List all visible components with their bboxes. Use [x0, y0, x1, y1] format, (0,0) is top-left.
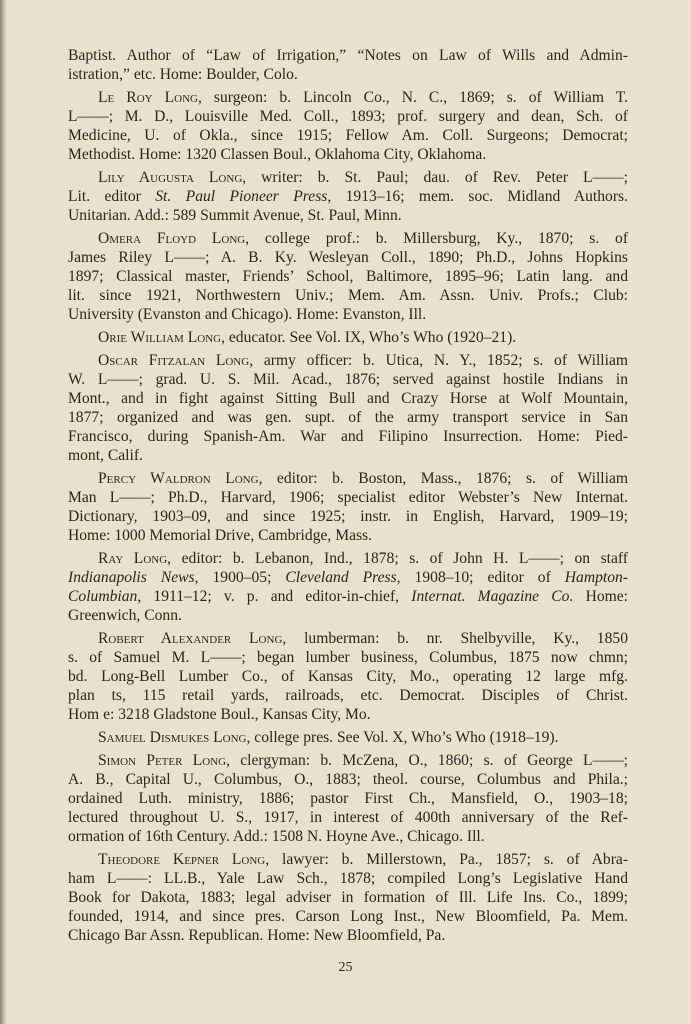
text-run: , editor: b. Lebanon, Ind., 1878; s. of John H. L——; on staff	[167, 550, 628, 567]
text-run: , 1911–12; v. p. and editor-in-chief,	[137, 588, 412, 605]
italic-title: Cleveland Press	[285, 569, 397, 586]
text-run: Greenwich, Conn.	[68, 607, 182, 624]
text-run: , writer: b. St. Paul; dau. of Rev. Peter L——;	[242, 169, 628, 186]
text-line	[68, 145, 628, 164]
text-line	[68, 587, 628, 606]
text-line	[68, 370, 628, 389]
text-run: Hom e: 3218 Gladstone Boul., Kansas City, Mo.	[68, 706, 371, 723]
text-line	[68, 328, 628, 347]
italic-title: Hampton-	[564, 569, 629, 586]
page-text-column	[68, 46, 628, 949]
text-line	[68, 888, 628, 907]
text-line	[68, 206, 628, 225]
text-line	[68, 65, 628, 84]
text-line	[68, 187, 628, 206]
page-number: 25	[338, 960, 353, 975]
text-line	[68, 667, 628, 686]
text-line	[68, 850, 628, 869]
text-run: Baptist. Author of “Law of Irrigation,” “Notes on Law of Wills and Admin-	[68, 47, 628, 64]
continued-entry	[68, 46, 628, 84]
person-name: Samuel Dismukes Long	[98, 729, 247, 746]
text-line	[68, 126, 628, 145]
text-run: , army officer: b. Utica, N. Y., 1852; s. of William	[249, 352, 628, 369]
text-line	[68, 770, 628, 789]
text-run: ordained Luth. ministry, 1886; pastor First Ch., Mansfield, O., 1903–18;	[68, 790, 628, 807]
text-line	[68, 827, 628, 846]
text-run: W. L——; grad. U. S. Mil. Acad., 1876; served against hostile Indians in	[68, 371, 628, 388]
biography-entry	[68, 328, 628, 347]
biography-entry	[68, 549, 628, 625]
person-name: Omera Floyd Long	[98, 230, 246, 247]
text-line	[68, 549, 628, 568]
text-run: ormation of 16th Century. Add.: 1508 N. Hoyne Ave., Chicago. Ill.	[68, 828, 485, 845]
text-line	[68, 408, 628, 427]
text-line	[68, 507, 628, 526]
person-name: Ray Long	[98, 550, 168, 567]
text-run: A. B., Capital U., Columbus, O., 1883; theol. course, Columbus and Phila.;	[68, 771, 628, 788]
person-name: Orie William Long	[98, 329, 222, 346]
page-edge-shadow	[0, 0, 7, 1024]
biography-entry	[68, 88, 628, 164]
text-run: Francisco, during Spanish-Am. War and Filipino Insurrection. Home: Pied-	[68, 428, 628, 445]
italic-title: Internat. Magazine Co.	[411, 588, 574, 605]
text-run: Methodist. Home: 1320 Classen Boul., Oklahoma City, Oklahoma.	[68, 146, 487, 163]
italic-title: Columbian	[68, 588, 138, 605]
text-run: , 1913–16; mem. soc. Midland Authors.	[327, 188, 628, 205]
text-line	[68, 907, 628, 926]
text-line	[68, 446, 628, 465]
person-name: Le Roy Long	[98, 89, 198, 106]
person-name: Simon Peter Long	[98, 752, 227, 769]
text-line	[68, 305, 628, 324]
text-run: , clergyman: b. McZena, O., 1860; s. of George L——;	[226, 752, 629, 769]
text-run: , 1900–05;	[194, 569, 286, 586]
biography-entry	[68, 728, 628, 747]
person-name: Robert Alexander Long	[98, 630, 283, 647]
biography-entry	[68, 351, 628, 465]
text-run: L——; M. D., Louisville Med. Coll., 1893; prof. surgery and dean, Sch. of	[68, 108, 628, 125]
text-line	[68, 107, 628, 126]
text-run: plan ts, 115 retail yards, railroads, etc. Democrat. Disciples of Christ.	[68, 687, 628, 704]
text-run: Lit. editor	[68, 188, 156, 205]
text-line	[68, 728, 628, 747]
text-run: bd. Long-Bell Lumber Co., of Kansas City, Mo., operating 12 large mfg.	[68, 668, 628, 685]
text-line	[68, 229, 628, 248]
text-run: , surgeon: b. Lincoln Co., N. C., 1869; s. of William T.	[197, 89, 629, 106]
text-run: Home: 1000 Memorial Drive, Cambridge, Mass.	[68, 527, 373, 544]
text-run: mont, Calif.	[68, 447, 143, 464]
biography-entry	[68, 629, 628, 724]
text-line	[68, 648, 628, 667]
text-line	[68, 568, 628, 587]
text-run: 1897; Classical master, Friends’ School, Baltimore, 1895–96; Latin lang. and	[68, 268, 628, 285]
text-line	[68, 248, 628, 267]
text-line	[68, 389, 628, 408]
text-run: Book for Dakota, 1883; legal adviser in formation of Ill. Life Ins. Co., 1899;	[68, 889, 628, 906]
biography-entry	[68, 168, 628, 225]
biography-entry	[68, 751, 628, 846]
text-run: 1877; organized and was gen. supt. of the army transport service in San	[68, 409, 628, 426]
text-run: ham L——: LL.B., Yale Law Sch., 1878; compiled Long’s Legislative Hand	[68, 870, 628, 887]
text-line	[68, 926, 628, 945]
text-line	[68, 789, 628, 808]
text-run: s. of Samuel M. L——; began lumber business, Columbus, 1875 now chmn;	[68, 649, 628, 666]
person-name: Oscar Fitzalan Long	[98, 352, 250, 369]
text-run: , editor: b. Boston, Mass., 1876; s. of William	[258, 470, 629, 487]
text-run: Chicago Bar Assn. Republican. Home: New Bloomfield, Pa.	[68, 927, 446, 944]
text-run: , college pres. See Vol. X, Who’s Who (1918–19).	[246, 729, 559, 746]
text-line	[68, 705, 628, 724]
text-run: , lawyer: b. Millerstown, Pa., 1857; s. of Abra-	[265, 851, 629, 868]
text-run: Unitarian. Add.: 589 Summit Avenue, St. Paul, Minn.	[68, 207, 402, 224]
text-run: Mont., and in fight against Sitting Bull and Crazy Horse at Wolf Mountain,	[68, 390, 628, 407]
text-run: founded, 1914, and since pres. Carson Long Inst., New Bloomfield, Pa. Mem.	[68, 908, 628, 925]
biography-entry	[68, 229, 628, 324]
text-run: Medicine, U. of Okla., since 1915; Fellow Am. Coll. Surgeons; Democrat;	[68, 127, 628, 144]
text-line	[68, 267, 628, 286]
biography-entry	[68, 850, 628, 945]
text-line	[68, 606, 628, 625]
text-line	[68, 46, 628, 65]
text-run: , educator. See Vol. IX, Who’s Who (1920–21).	[221, 329, 517, 346]
text-run: Dictionary, 1903–09, and since 1925; instr. in English, Harvard, 1909–19;	[68, 508, 628, 525]
text-run: lectured throughout U. S., 1917, in interest of 400th anniversary of the Ref-	[68, 809, 628, 826]
text-run: Home:	[573, 588, 629, 605]
text-line	[68, 469, 628, 488]
text-line	[68, 488, 628, 507]
italic-title: St. Paul Pioneer Press	[155, 188, 328, 205]
text-run: , 1908–10; editor of	[396, 569, 565, 586]
text-line	[68, 351, 628, 370]
text-line	[68, 427, 628, 446]
text-line	[68, 286, 628, 305]
text-run: James Riley L——; A. B. Ky. Wesleyan Coll., 1890; Ph.D., Johns Hopkins	[68, 249, 628, 266]
text-run: University (Evanston and Chicago). Home: Evanston, Ill.	[68, 306, 427, 323]
text-line	[68, 686, 628, 705]
biography-entry	[68, 469, 628, 545]
text-line	[68, 869, 628, 888]
text-run: , lumberman: b. nr. Shelbyville, Ky., 1850	[282, 630, 628, 647]
text-line	[68, 526, 628, 545]
text-line	[68, 88, 628, 107]
text-run: istration,” etc. Home: Boulder, Colo.	[68, 66, 298, 83]
text-line	[68, 629, 628, 648]
text-run: , college prof.: b. Millersburg, Ky., 1870; s. of	[245, 230, 629, 247]
text-line	[68, 808, 628, 827]
text-line	[68, 168, 628, 187]
person-name: Percy Waldron Long	[98, 470, 259, 487]
person-name: Lily Augusta Long	[98, 169, 243, 186]
italic-title: Indianapolis News	[68, 569, 195, 586]
text-run: Man L——; Ph.D., Harvard, 1906; specialist editor Webster’s New Internat.	[68, 489, 628, 506]
person-name: Theodore Kepner Long	[98, 851, 266, 868]
text-run: lit. since 1921, Northwestern Univ.; Mem. Am. Assn. Univ. Profs.; Club:	[68, 287, 628, 304]
text-line	[68, 751, 628, 770]
